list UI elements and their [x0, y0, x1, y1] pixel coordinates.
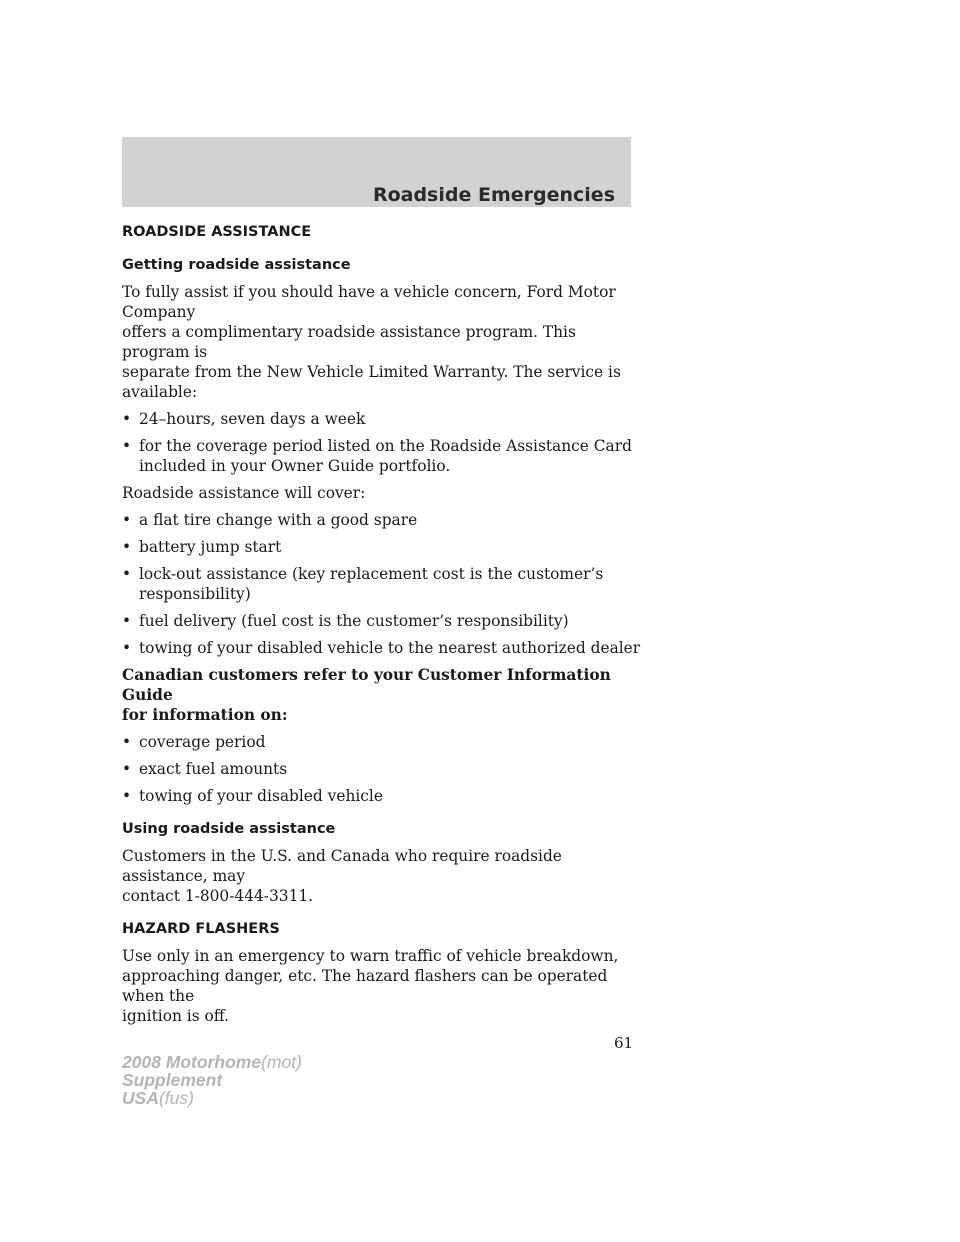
hazard-flashers-paragraph: Use only in an emergency to warn traffic of vehicle breakdown, approaching danger, etc. The hazard flashers can be operated when the ignition is off.	[122, 947, 619, 1025]
footer-line-model: 2008 Motorhome(mot)	[122, 1052, 302, 1072]
canadian-customers-note: Canadian customers refer to your Customer Information Guide for information on:	[122, 666, 611, 724]
page-content	[122, 222, 642, 1026]
page-number: 61	[614, 1034, 634, 1052]
bullet-icon: •	[122, 511, 132, 529]
coverage-intro: Roadside assistance will cover:	[122, 484, 366, 502]
list-item: • towing of your disabled vehicle	[122, 787, 383, 805]
subheading-getting-roadside-assistance: Getting roadside assistance	[122, 257, 351, 273]
list-item: • a flat tire change with a good spare	[122, 511, 418, 529]
section-heading-hazard-flashers: HAZARD FLASHERS	[122, 921, 280, 937]
list-item: • 24–hours, seven days a week	[122, 410, 366, 428]
using-roadside-paragraph: Customers in the U.S. and Canada who require roadside assistance, may contact 1-800-444-3311.	[122, 847, 562, 905]
subheading-using-roadside-assistance: Using roadside assistance	[122, 821, 336, 837]
bullet-icon: •	[122, 787, 132, 805]
list-item: • fuel delivery (fuel cost is the customer’s responsibility)	[122, 612, 569, 630]
section-header-title: Roadside Emergencies	[372, 184, 615, 206]
list-item: • lock-out assistance (key replacement cost is the customer’s responsibility)	[122, 565, 604, 603]
intro-paragraph: To fully assist if you should have a vehicle concern, Ford Motor Company offers a complimentary roadside assistance program. This program is separate from the New Vehicle Limited Warranty. The service is available:	[122, 283, 621, 401]
bullet-icon: •	[122, 639, 132, 657]
bullet-icon: •	[122, 410, 132, 428]
section-header-band	[122, 137, 631, 207]
bullet-icon: •	[122, 612, 132, 630]
bullet-icon: •	[122, 565, 132, 583]
footer-line-market: USA(fus)	[122, 1088, 194, 1108]
bullet-icon: •	[122, 538, 132, 556]
bullet-icon: •	[122, 733, 132, 751]
document-footer	[122, 1053, 302, 1107]
list-item: • coverage period	[122, 733, 266, 751]
list-item: • towing of your disabled vehicle to the nearest authorized dealer	[122, 639, 641, 657]
bullet-icon: •	[122, 437, 132, 455]
list-item: • exact fuel amounts	[122, 760, 288, 778]
footer-line-supplement: Supplement	[122, 1070, 223, 1090]
bullet-icon: •	[122, 760, 132, 778]
list-item: • battery jump start	[122, 538, 282, 556]
list-item: • for the coverage period listed on the Roadside Assistance Card included in your Owner Guide portfolio.	[122, 437, 632, 475]
section-heading-roadside-assistance: ROADSIDE ASSISTANCE	[122, 224, 312, 240]
